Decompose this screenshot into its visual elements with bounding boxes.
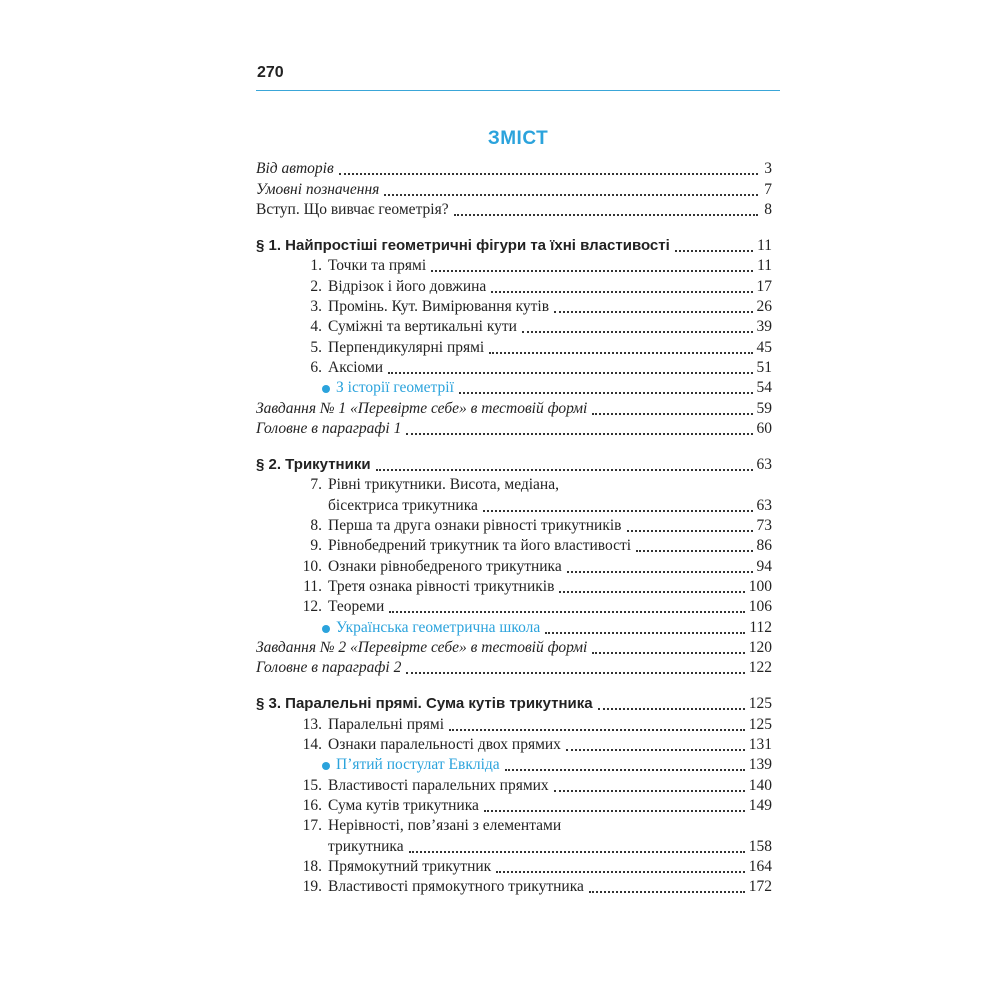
toc-entry-number: 13.	[302, 715, 322, 733]
toc-entry[interactable]	[256, 357, 772, 377]
leader-dots	[522, 330, 753, 333]
leader-dots	[389, 610, 745, 613]
toc-entry-label: Завдання № 1 «Перевірте себе» в тестовій формі	[256, 399, 588, 417]
bullet-icon	[322, 762, 330, 770]
toc-entry-page: 54	[756, 379, 772, 397]
toc-entry-page: 63	[756, 496, 772, 514]
bullet-icon	[322, 385, 330, 393]
toc-entry-page: 11	[757, 257, 772, 275]
leader-dots	[545, 631, 745, 634]
toc-entry[interactable]	[256, 316, 772, 336]
page-number: 270	[257, 64, 284, 81]
toc-entry[interactable]	[256, 657, 772, 677]
toc-entry-label: Властивості паралельних прямих	[328, 776, 549, 794]
leader-dots	[559, 590, 744, 593]
toc-entry-page: 11	[757, 237, 772, 255]
toc-section-heading[interactable]	[256, 454, 772, 474]
toc-entry-label: Аксіоми	[328, 358, 384, 376]
toc-entry-page: 112	[749, 618, 772, 636]
leader-dots	[454, 213, 758, 216]
leader-dots	[598, 707, 745, 710]
toc-entry-label: Властивості прямокутного трикутника	[328, 878, 584, 896]
toc-entry[interactable]	[256, 876, 772, 896]
toc-entry-page: 164	[748, 857, 772, 875]
toc-entry-page: 17	[756, 277, 772, 295]
toc-entry[interactable]	[256, 255, 772, 275]
toc-entry-page: 60	[756, 419, 772, 437]
toc-entry-number: 15.	[302, 776, 322, 794]
toc-entry-number: 17.	[302, 817, 322, 835]
toc-entry-page: 122	[748, 659, 772, 677]
toc-entry-number: 18.	[302, 857, 322, 875]
leader-dots	[406, 671, 744, 674]
toc-entry-page: 106	[748, 598, 772, 616]
toc-entry[interactable]	[256, 774, 772, 794]
leader-dots	[449, 728, 745, 731]
toc-entry-label: бісектриса трикутника	[328, 496, 478, 514]
leader-dots	[388, 371, 752, 374]
toc-section-heading[interactable]	[256, 235, 772, 255]
leader-dots	[484, 809, 745, 812]
toc-entry-label: Теореми	[328, 598, 385, 616]
toc-entry[interactable]	[256, 856, 772, 876]
toc-entry[interactable]	[256, 596, 772, 616]
toc-entry-page: 26	[756, 298, 772, 316]
toc-entry-page: 3	[764, 160, 772, 178]
toc-entry-page: 149	[748, 796, 772, 814]
toc-entry-page: 100	[748, 577, 772, 595]
leader-dots	[489, 351, 752, 354]
toc-entry-page: 39	[756, 318, 772, 336]
toc-entry-label: Головне в параграфі 2	[256, 659, 402, 677]
toc-entry[interactable]	[256, 754, 772, 774]
toc-entry-number: 16.	[302, 796, 322, 814]
toc-entry-page: 73	[756, 517, 772, 535]
toc-entry-number: 10.	[302, 557, 322, 575]
toc-entry-label: Рівнобедрений трикутник та його властивості	[328, 537, 632, 555]
toc-entry[interactable]	[256, 418, 772, 438]
toc-entry-label: § 2. Трикутники	[256, 456, 371, 474]
leader-dots	[483, 509, 753, 512]
toc-entry-label: З історії геометрії	[336, 379, 454, 397]
leader-dots	[406, 432, 752, 435]
toc-entry-page: 120	[748, 638, 772, 656]
toc-entry-label: Від авторів	[256, 160, 334, 178]
toc-entry-label: Ознаки паралельності двох прямих	[328, 736, 561, 754]
leader-dots	[505, 768, 745, 771]
toc-entry[interactable]	[256, 795, 772, 815]
leader-dots	[554, 789, 745, 792]
toc-entry[interactable]	[256, 474, 772, 494]
toc-entry[interactable]	[256, 576, 772, 596]
toc-entry[interactable]	[256, 296, 772, 316]
toc-entry-label: Нерівності, пов’язані з елементами	[328, 817, 562, 835]
table-of-contents	[256, 158, 772, 896]
toc-entry-page: 94	[756, 557, 772, 575]
toc-entry-number: 5.	[310, 338, 322, 356]
leader-dots	[459, 391, 753, 394]
toc-entry-page: 86	[756, 537, 772, 555]
bullet-icon	[322, 625, 330, 633]
toc-entry-page: 45	[756, 338, 772, 356]
leader-dots	[675, 249, 753, 252]
toc-entry-number: 1.	[310, 257, 322, 275]
toc-entry[interactable]	[256, 494, 772, 514]
toc-entry-label: Рівні трикутники. Висота, медіана,	[328, 476, 559, 494]
toc-entry[interactable]	[256, 158, 772, 178]
toc-entry-page: 140	[748, 776, 772, 794]
header-rule	[256, 90, 780, 91]
toc-entry-label: Прямокутний трикутник	[328, 857, 492, 875]
toc-entry[interactable]	[256, 616, 772, 636]
toc-entry-label: § 1. Найпростіші геометричні фігури та їхні властивості	[256, 237, 670, 255]
leader-dots	[566, 748, 745, 751]
toc-entry-number: 11.	[303, 577, 322, 595]
toc-entry-page: 125	[748, 715, 772, 733]
toc-entry-page: 51	[756, 358, 772, 376]
toc-entry-page: 125	[748, 695, 772, 713]
toc-entry-page: 59	[756, 399, 772, 417]
toc-title: ЗМІСТ	[487, 128, 549, 149]
leader-dots	[592, 651, 744, 654]
leader-dots	[636, 549, 752, 552]
toc-entry-number: 19.	[302, 878, 322, 896]
toc-entry[interactable]	[256, 336, 772, 356]
leader-dots	[376, 468, 753, 471]
toc-entry-label: Перша та друга ознаки рівності трикутників	[328, 517, 622, 535]
toc-entry[interactable]	[256, 555, 772, 575]
toc-entry-page: 131	[748, 736, 772, 754]
toc-entry[interactable]	[256, 178, 772, 198]
toc-entry-label: Головне в параграфі 1	[256, 419, 402, 437]
toc-entry-number: 7.	[310, 476, 322, 494]
leader-dots	[592, 412, 752, 415]
toc-entry-label: Сума кутів трикутника	[328, 796, 479, 814]
toc-entry[interactable]	[256, 734, 772, 754]
toc-entry-number: 12.	[302, 598, 322, 616]
toc-entry-number: 14.	[302, 736, 322, 754]
toc-entry-number: 8.	[310, 517, 322, 535]
leader-dots	[627, 529, 753, 532]
toc-entry-label: Перпендикулярні прямі	[328, 338, 485, 356]
toc-entry-label: § 3. Паралельні прямі. Сума кутів трикутника	[256, 695, 593, 713]
leader-dots	[496, 870, 745, 873]
toc-entry[interactable]	[256, 275, 772, 295]
leader-dots	[491, 290, 752, 293]
toc-entry-label: Промінь. Кут. Вимірювання кутів	[328, 298, 550, 316]
toc-entry-label: Вступ. Що вивчає геометрія?	[256, 200, 449, 218]
toc-entry-label: П’ятий постулат Евкліда	[336, 756, 500, 774]
toc-entry-label: Суміжні та вертикальні кути	[328, 318, 517, 336]
toc-entry-number: 9.	[310, 537, 322, 555]
toc-entry-label: Ознаки рівнобедреного трикутника	[328, 557, 562, 575]
toc-entry[interactable]	[256, 835, 772, 855]
toc-entry-page: 172	[748, 878, 772, 896]
toc-entry-label: Завдання № 2 «Перевірте себе» в тестовій формі	[256, 638, 588, 656]
toc-entry[interactable]	[256, 377, 772, 397]
toc-entry[interactable]	[256, 713, 772, 733]
leader-dots	[567, 570, 753, 573]
leader-dots	[431, 269, 753, 272]
leader-dots	[409, 850, 745, 853]
leader-dots	[339, 172, 758, 175]
toc-entry[interactable]	[256, 515, 772, 535]
toc-entry-page: 8	[764, 200, 772, 218]
toc-entry[interactable]	[256, 397, 772, 417]
toc-entry-number: 6.	[310, 358, 322, 376]
toc-entry-page: 158	[748, 837, 772, 855]
leader-dots	[384, 193, 758, 196]
toc-entry-number: 2.	[310, 277, 322, 295]
toc-entry[interactable]	[256, 199, 772, 219]
toc-entry-page: 7	[764, 180, 772, 198]
toc-entry-label: Відрізок і його довжина	[328, 277, 487, 295]
toc-entry-label: трикутника	[328, 837, 404, 855]
toc-entry[interactable]	[256, 637, 772, 657]
toc-entry-page: 63	[756, 456, 772, 474]
leader-dots	[589, 890, 745, 893]
leader-dots	[554, 310, 752, 313]
toc-entry-number: 4.	[310, 318, 322, 336]
toc-entry-label: Третя ознака рівності трикутників	[328, 577, 555, 595]
toc-section-heading[interactable]	[256, 693, 772, 713]
toc-entry-number: 3.	[310, 298, 322, 316]
toc-entry-page: 139	[748, 756, 772, 774]
toc-entry-label: Умовні позначення	[256, 180, 380, 198]
toc-entry-label: Точки та прямі	[328, 257, 427, 275]
toc-entry[interactable]	[256, 815, 772, 835]
toc-entry-label: Українська геометрична школа	[336, 618, 541, 636]
toc-entry[interactable]	[256, 535, 772, 555]
toc-entry-label: Паралельні прямі	[328, 715, 445, 733]
